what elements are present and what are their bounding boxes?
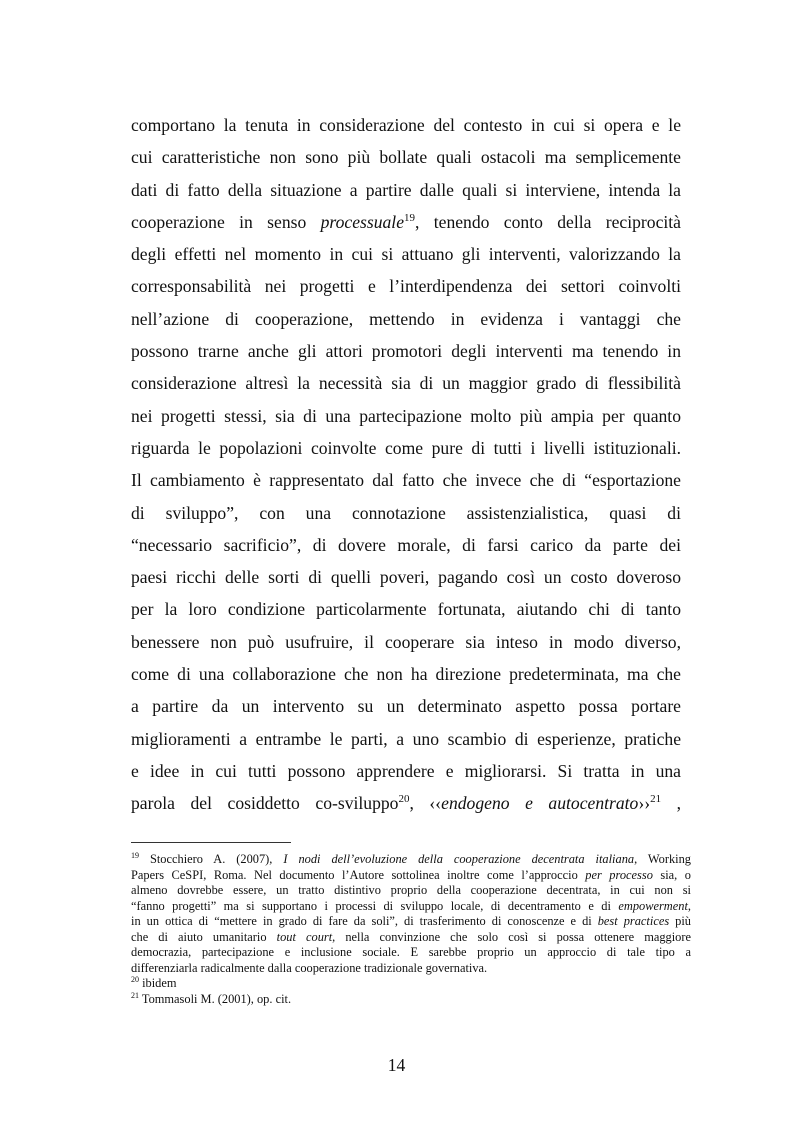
text-segment: , tenendo conto della reciprocità: [415, 211, 681, 232]
text-line: a partire da un intervento su un determinato aspetto possa portare: [131, 696, 681, 717]
text-segment: sia, o: [652, 867, 691, 882]
italic-quote: endogeno e autocentrato: [441, 793, 639, 814]
footnotes: [131, 852, 691, 1007]
text-line: Il cambiamento è rappresentato dal fatto che invece che di “esportazione: [131, 470, 681, 491]
text-line: come di una collaborazione che non ha direzione predeterminata, ma che: [131, 664, 681, 685]
text-line: degli effetti nel momento in cui si attuano gli interventi, valorizzando la: [131, 244, 681, 265]
footnote-number: 19: [131, 851, 139, 860]
text-segment: in un ottica di “mettere in grado di fare da soli”, di trasferimento di conoscenze e di: [131, 914, 598, 928]
footnote-ref-21[interactable]: 21: [650, 793, 662, 806]
italic-title: I nodi dell’evoluzione della cooperazione decentrata italiana: [283, 852, 635, 866]
text-line: benessere non può usufruire, il cooperare sia inteso in modo diverso,: [131, 631, 681, 652]
page-number: 14: [387, 1055, 406, 1075]
footnote-line: [131, 914, 691, 930]
footnote-line: [131, 899, 691, 915]
italic-term: processuale: [320, 211, 404, 232]
text-line: riguarda le popolazioni coinvolte come pure di tutti i livelli istituzionali.: [131, 437, 681, 458]
footnote-separator: [131, 842, 291, 843]
footnote-number: 20: [131, 975, 139, 984]
text-segment: , nella convinzione che solo così si possa ottenere maggiore: [332, 929, 691, 944]
footnote-21: [131, 992, 691, 1008]
italic-term: best practices: [597, 914, 670, 928]
footnote-line: [131, 868, 691, 884]
text-line: [131, 787, 681, 819]
text-line: nell’azione di cooperazione, mettendo in evidenza i vantaggi che: [131, 308, 681, 329]
footnote-line: [131, 930, 691, 946]
text-line: [131, 206, 681, 238]
text-line: di sviluppo”, con una connotazione assistenzialistica, quasi di: [131, 502, 681, 523]
footnote-20: [131, 976, 691, 992]
footnote-line: democrazia, partecipazione e inclusione sociale. E sarebbe proprio un approccio di tale tipo a: [131, 945, 691, 959]
text-segment: più: [669, 914, 691, 928]
text-line: comportano la tenuta in considerazione del contesto in cui si opera e le: [131, 115, 681, 135]
text-line: possono trarne anche gli attori promotori degli interventi ma tenendo in: [131, 341, 681, 362]
text-line: cui caratteristiche non sono più bollate quali ostacoli ma semplicemente: [131, 147, 681, 168]
text-segment: Stocchiero A. (2007),: [139, 852, 284, 866]
text-line: dati di fatto della situazione a partire dalle quali si interviene, intenda la: [131, 179, 681, 200]
text-line: e idee in cui tutti possono apprendere e migliorarsi. Si tratta in una: [131, 760, 681, 781]
footnote-line: almeno dovrebbe essere, un tratto distintivo proprio della cooperazione decentrata, in cui non si: [131, 883, 691, 897]
text-segment: , ‹‹: [409, 793, 442, 814]
text-segment: ››: [638, 793, 651, 814]
text-segment: parola del cosiddetto co-sviluppo: [131, 793, 399, 814]
text-segment: che di aiuto umanitario: [131, 929, 277, 944]
text-line: per la loro condizione particolarmente fortunata, aiutando chi di tanto: [131, 599, 681, 620]
text-segment: ibidem: [139, 976, 177, 990]
text-segment: Tommasoli M. (2001), op. cit.: [139, 991, 292, 1006]
text-segment: , Working: [634, 852, 691, 866]
text-line: “necessario sacrificio”, di dovere morale, di farsi carico da parte dei: [131, 534, 681, 555]
italic-term: tout court: [276, 929, 333, 944]
text-line: paesi ricchi delle sorti di quelli poveri, pagando così un costo doveroso: [131, 567, 681, 588]
text-segment: Papers CeSPI, Roma. Nel documento l’Autore sottolinea inoltre come l’approccio: [131, 867, 586, 882]
footnote-ref-20[interactable]: 20: [398, 793, 410, 806]
footnote-number: 21: [131, 990, 139, 1000]
text-line: nei progetti stessi, sia di una partecipazione molto più ampia per quanto: [131, 405, 681, 426]
italic-term: per processo: [585, 867, 653, 882]
text-line: considerazione altresì la necessità sia di un maggior grado di flessibilità: [131, 373, 681, 394]
text-line: miglioramenti a entrambe le parti, a uno scambio di esperienze, pratiche: [131, 728, 681, 749]
text-segment: “fanno progetti” ma si supportano i processi di sviluppo locale, di decentramento e di: [131, 898, 619, 913]
text-segment: ,: [687, 898, 691, 913]
footnote-line: differenziarla radicalmente dalla cooperazione tradizionale governativa.: [131, 960, 488, 975]
text-segment: ,: [661, 793, 682, 814]
text-line: corresponsabilità nei progetti e l’interdipendenza dei settori coinvolti: [131, 276, 681, 297]
footnote-ref-19[interactable]: 19: [404, 211, 415, 224]
text-segment: cooperazione in senso: [131, 211, 321, 232]
body-paragraph: [131, 109, 681, 820]
footnote-19: [131, 852, 691, 868]
italic-term: empowerment: [618, 898, 688, 913]
